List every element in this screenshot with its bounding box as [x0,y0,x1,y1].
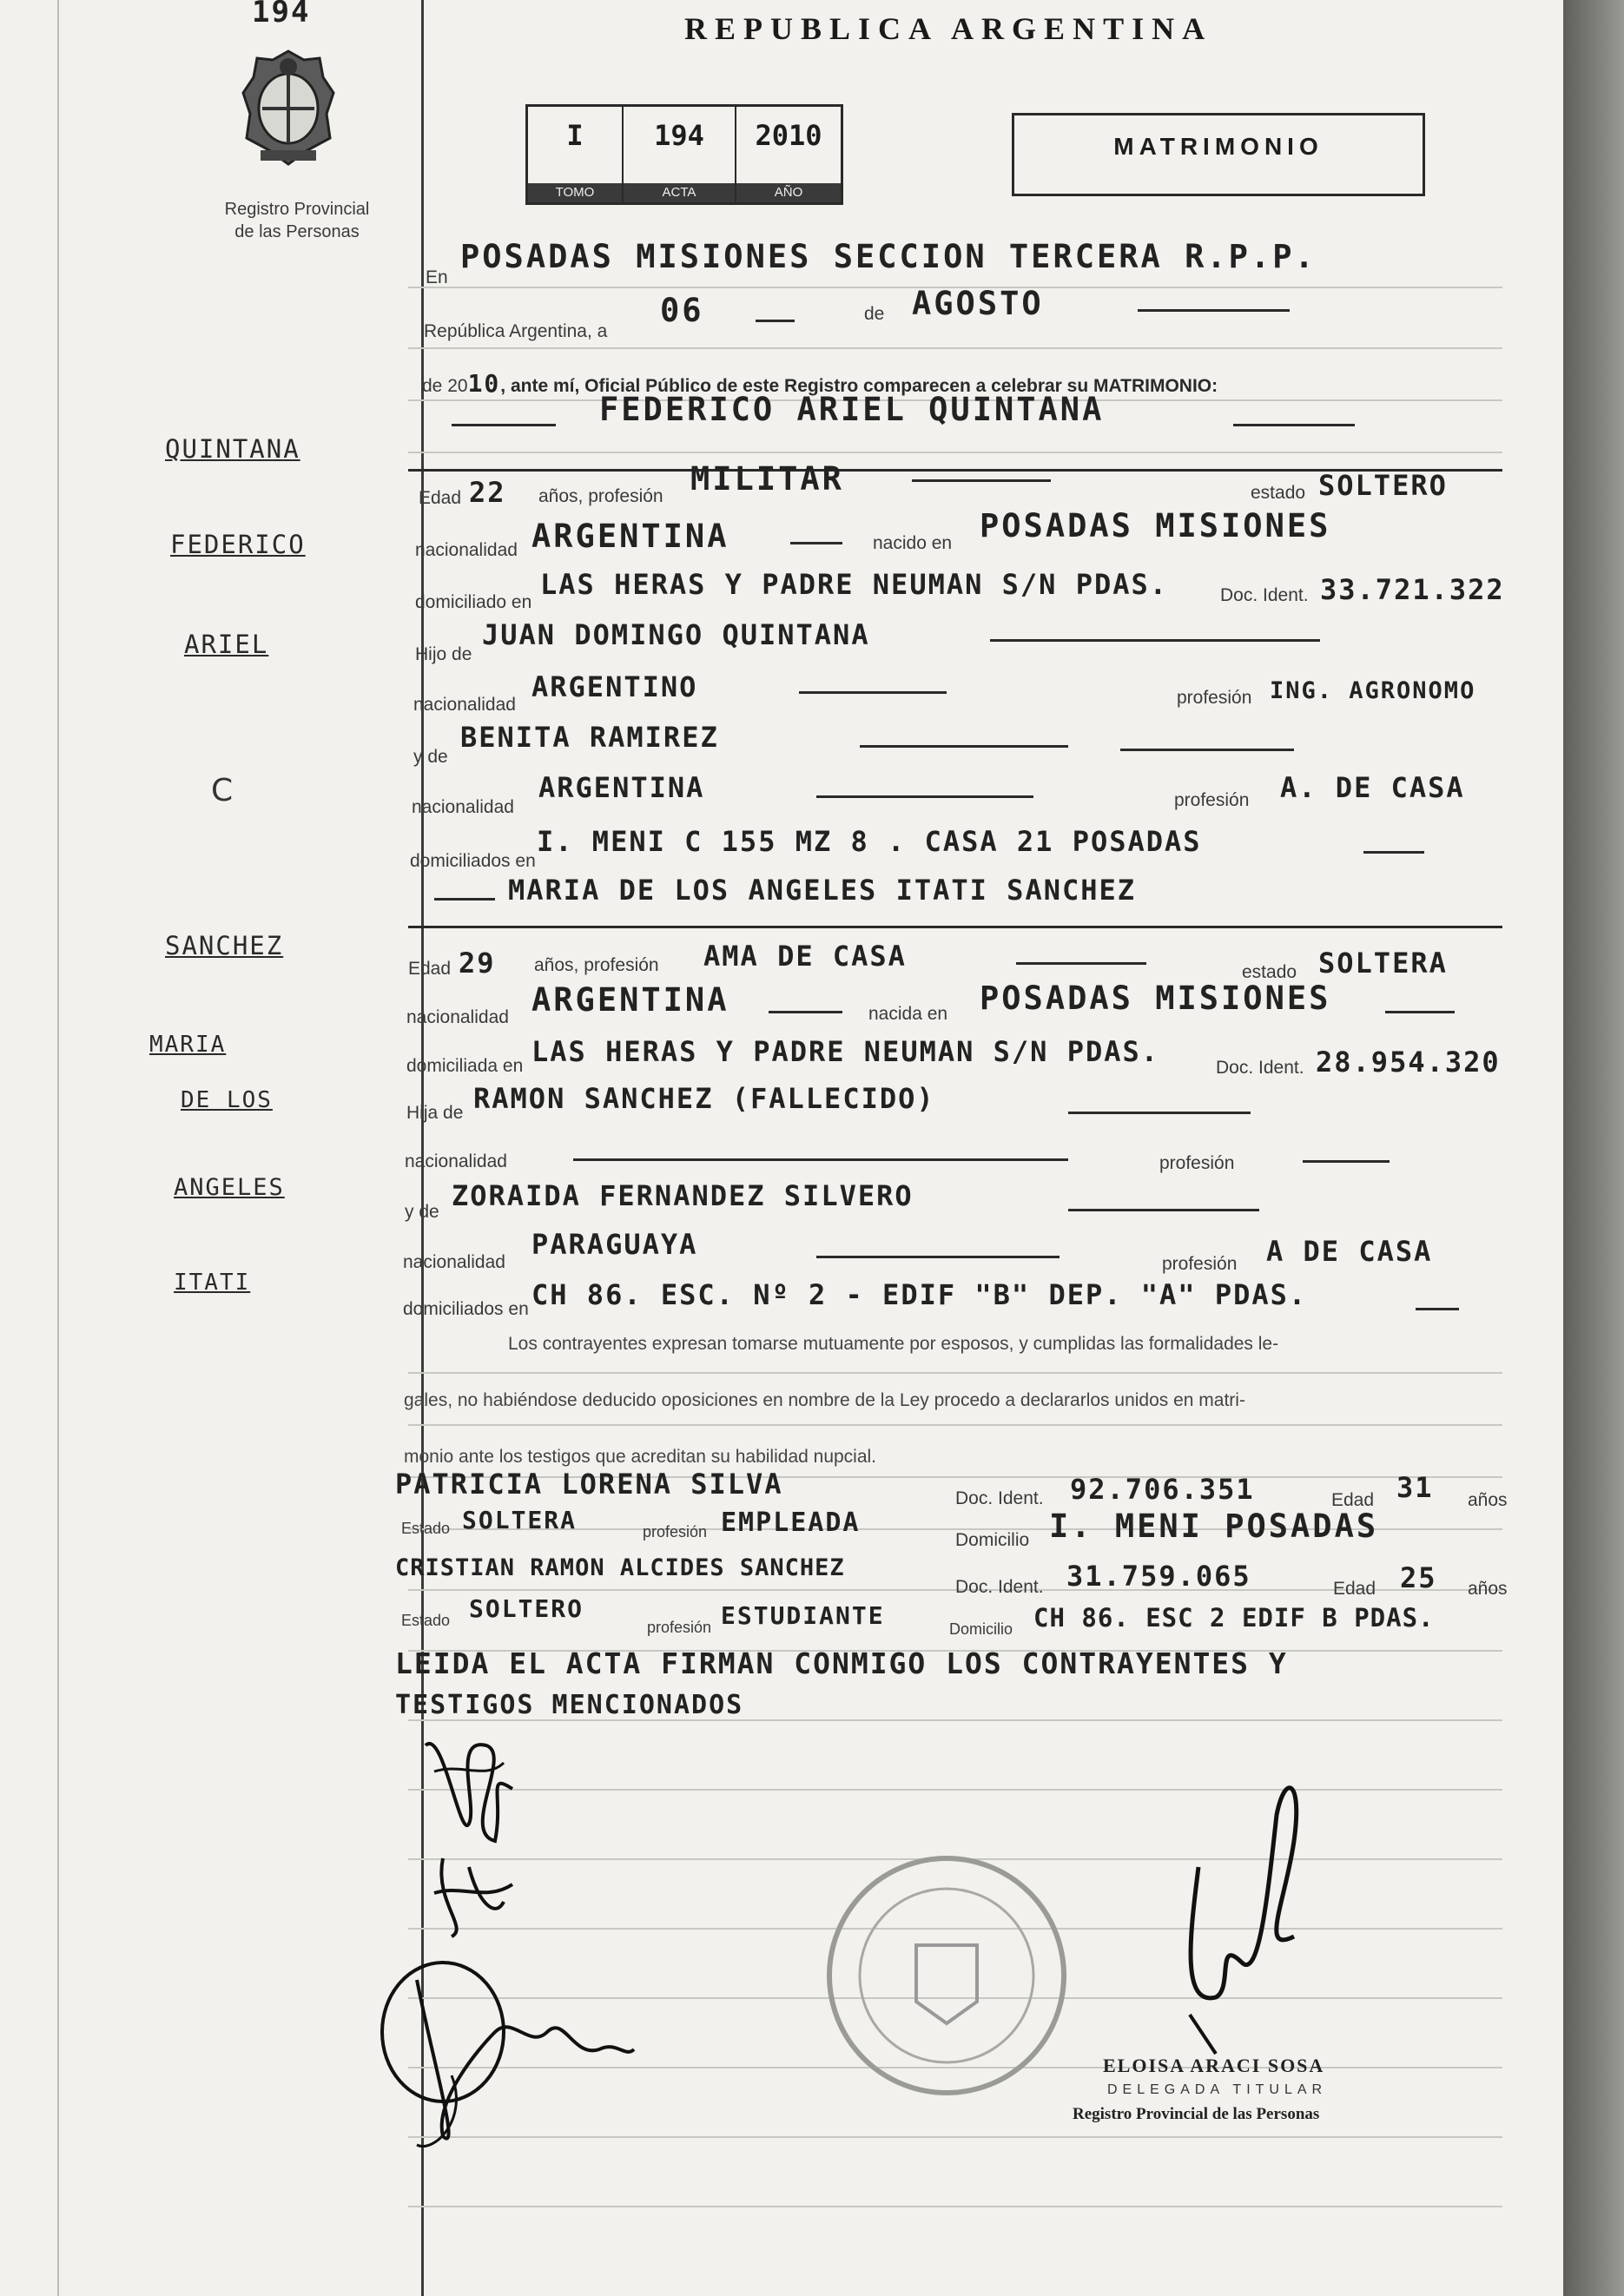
fill-dash [1138,309,1290,312]
groom-padre-prof-label: profesión [1177,688,1252,708]
fill-dash [1303,1160,1390,1163]
fill-dash [1120,749,1294,751]
en-label: En [426,267,448,287]
legal-line-1: Los contrayentes expresan tomarse mutuamente por esposos, y cumplidas las formalidades le- [508,1334,1279,1354]
acta-label: ACTA [624,183,735,202]
de-label: de [864,304,885,324]
binding-line [57,0,59,2296]
year-suffix: 10 [467,369,501,398]
margin-groom-second: ARIEL [184,630,269,659]
groom-nacido-label: nacido en [873,533,953,553]
fill-dash [434,898,495,901]
month-value: AGOSTO [912,285,1044,322]
witness-1-domicilio-label: Domicilio [955,1530,1030,1550]
tomo-acta-anio-box [525,104,843,205]
bride-padres-dom: CH 86. ESC. Nº 2 - EDIF "B" DEP. "A" PDAS. [531,1278,1308,1311]
anio-label: AÑO [736,183,841,202]
fill-dash [1068,1209,1259,1211]
witness-2-domicilio-label: Domicilio [949,1620,1013,1638]
groom-domicilio: LAS HERAS Y PADRE NEUMAN S/N PDAS. [540,568,1169,601]
official-seal-stamp [821,1850,1073,2101]
groom-hijo-label: Hijo de [415,644,472,664]
page-shadow-edge [1563,0,1624,2296]
anio-value: 2010 [755,119,822,152]
witness-1-profesion: EMPLEADA [721,1508,861,1538]
witness-1-estado-label: Estado [401,1520,451,1537]
witness-2-estado-label: Estado [401,1612,451,1629]
groom-madre-nac: ARGENTINA [538,771,705,804]
fill-dash [860,745,1068,748]
bride-doc-label: Doc. Ident. [1216,1058,1304,1078]
tomo-label: TOMO [528,183,622,202]
witness-1-edad: 31 [1396,1471,1434,1504]
witness-2-profesion-label: profesión [647,1619,712,1636]
ruled-line [408,2206,1502,2207]
witness-2-estado: SOLTERO [469,1594,584,1623]
groom-madre-prof: A. DE CASA [1280,771,1465,804]
groom-nacido: POSADAS MISIONES [980,507,1331,544]
fill-dash [1416,1308,1459,1310]
groom-padre-prof: ING. AGRONOMO [1270,677,1476,704]
bride-edad: 29 [459,947,496,980]
bride-madre-nac-label: nacionalidad [403,1252,505,1272]
fill-dash [1385,1011,1455,1013]
bride-nacionalidad-label: nacionalidad [406,1007,509,1027]
signature-bride [417,1850,538,1945]
bride-hija-label: Hija de [406,1103,464,1123]
bride-madre-prof-label: profesión [1162,1254,1238,1274]
fill-dash [452,424,556,426]
margin-groom-surname: QUINTANA [165,434,300,464]
bride-domicilio-label: domiciliada en [406,1056,524,1076]
bride-estado-label: estado [1242,962,1297,982]
acta-value: 194 [654,119,704,152]
place-value: POSADAS MISIONES SECCION TERCERA R.P.P. [460,238,1317,275]
witness-2-anos-label: años [1468,1579,1508,1599]
witness-1-estado: SOLTERA [462,1506,578,1534]
groom-estado: SOLTERO [1318,469,1448,502]
groom-padre: JUAN DOMINGO QUINTANA [482,618,870,651]
closing-line-2: TESTIGOS MENCIONADOS [395,1690,744,1720]
tomo-value: I [566,119,584,152]
witness-1-edad-label: Edad [1331,1490,1375,1510]
official-title: DELEGADA TITULAR [1107,2082,1328,2097]
bride-profesion-label: años, profesión [534,955,659,975]
fill-dash [790,542,842,544]
fill-dash [1233,424,1355,426]
witness-1-profesion-label: profesión [643,1523,708,1541]
bride-profesion: AMA DE CASA [703,940,907,973]
margin-bride-name2: DE LOS [181,1087,273,1113]
witness-2-name: CRISTIAN RAMON ALCIDES SANCHEZ [395,1554,845,1581]
bride-padres-dom-label: domiciliados en [403,1299,529,1319]
groom-edad: 22 [469,476,506,509]
day-value: 06 [660,292,704,329]
bride-padre-nac-label: nacionalidad [405,1151,507,1171]
bride-edad-label: Edad [408,959,452,979]
bride-doc: 28.954.320 [1316,1046,1501,1079]
republic-label: República Argentina, a [424,321,608,341]
fill-dash [816,795,1033,798]
act-type-box [1012,113,1425,196]
ruled-line [408,1789,1502,1791]
bride-padre: RAMON SANCHEZ (FALLECIDO) [473,1082,935,1115]
groom-full-name: FEDERICO ARIEL QUINTANA [599,391,1105,428]
tomo-cell [528,107,624,202]
bride-madre-prof: A DE CASA [1266,1235,1433,1268]
act-type-label: MATRIMONIO [1113,133,1324,160]
bride-yde-label: y de [405,1202,439,1222]
groom-nacionalidad: ARGENTINA [531,518,729,555]
margin-bride-name3: ANGELES [174,1174,285,1201]
bride-domicilio: LAS HERAS Y PADRE NEUMAN S/N PDAS. [531,1035,1160,1068]
fill-dash [1068,1112,1251,1114]
witness-1-doc-label: Doc. Ident. [955,1488,1044,1508]
groom-estado-label: estado [1251,483,1306,503]
fill-dash [816,1256,1060,1258]
coat-of-arms-logo [236,48,340,169]
bride-estado: SOLTERA [1318,947,1448,980]
registry-name-line2: de las Personas [234,222,360,241]
groom-profesion-label: años, profesión [538,486,663,506]
fill-dash [799,691,947,694]
year-prefix: de 20 [422,376,468,396]
groom-padres-dom: I. MENI C 155 MZ 8 . CASA 21 POSADAS [537,825,1202,858]
fill-dash [1016,962,1146,965]
bride-madre: ZORAIDA FERNANDEZ SILVERO [452,1179,914,1212]
witness-2-domicilio: CH 86. ESC 2 EDIF B PDAS. [1033,1603,1435,1633]
ruled-line [408,347,1502,349]
groom-nacionalidad-label: nacionalidad [415,540,518,560]
anio-cell [736,107,841,202]
witness-1-domicilio: I. MENI POSADAS [1049,1508,1379,1545]
official-office: Registro Provincial de las Personas [1073,2105,1320,2123]
groom-padre-nac-label: nacionalidad [413,695,516,715]
witness-1-doc: 92.706.351 [1070,1473,1255,1506]
fill-dash [990,639,1320,642]
margin-bride-name4: ITATI [174,1270,251,1296]
groom-padre-nac: ARGENTINO [531,670,698,703]
groom-madre-prof-label: profesión [1174,790,1250,810]
witness-2-edad-label: Edad [1333,1579,1376,1599]
groom-madre-nac-label: nacionalidad [412,797,514,817]
acta-cell [624,107,736,202]
closing-line-1: LEIDA EL ACTA FIRMAN CONMIGO LOS CONTRAYENTES Y [395,1646,1288,1680]
groom-padres-dom-label: domiciliados en [410,851,536,871]
margin-bride-surname: SANCHEZ [165,931,284,960]
bride-nacida-label: nacida en [868,1004,948,1024]
fill-dash [756,320,795,322]
groom-edad-label: Edad [419,488,462,508]
witness-2-doc-label: Doc. Ident. [955,1577,1044,1597]
groom-domicilio-label: domiciliado en [415,592,532,612]
signature-groom [408,1719,538,1850]
registry-name-line1: Registro Provincial [224,200,370,219]
margin-groom-first: FEDERICO [170,530,306,559]
groom-doc-label: Doc. Ident. [1220,585,1309,605]
bride-nacionalidad: ARGENTINA [531,981,729,1019]
witness-2-edad: 25 [1400,1561,1437,1594]
witness-1-name: PATRICIA LORENA SILVA [395,1468,783,1501]
witness-2-profesion: ESTUDIANTE [721,1601,885,1630]
groom-doc: 33.721.322 [1320,573,1505,606]
official-name: ELOISA ARACI SOSA [1103,2055,1325,2076]
bride-madre-nac: PARAGUAYA [531,1228,698,1261]
legal-line-2: gales, no habiéndose deducido oposiciones en nombre de la Ley procedo a declararlos unidos en matri- [404,1390,1245,1410]
groom-profesion: MILITAR [690,460,844,498]
page-number: 194 [252,0,311,30]
fill-dash [1363,851,1424,854]
margin-bride-name1: MARIA [149,1032,227,1058]
legal-line-3: monio ante los testigos que acreditan su habilidad nupcial. [404,1447,877,1467]
fill-dash [912,479,1051,482]
fill-dash [573,1158,1068,1161]
bride-nacida: POSADAS MISIONES [980,980,1331,1017]
bride-section-divider [408,926,1502,928]
groom-madre: BENITA RAMIREZ [460,721,719,754]
witness-2-doc: 31.759.065 [1066,1560,1251,1593]
bride-padre-prof-label: profesión [1159,1153,1235,1173]
declaration-text: , ante mí, Oficial Público de este Registro comparecen a celebrar su MATRIMONIO: [500,376,1218,396]
bride-full-name: MARIA DE LOS ANGELES ITATI SANCHEZ [508,874,1137,907]
ruled-line [408,452,1502,453]
fill-dash [769,1011,842,1013]
margin-connector: C [211,773,234,808]
country-title: REPUBLICA ARGENTINA [684,11,1213,46]
groom-yde-label: y de [413,747,448,767]
witness-1-anos-label: años [1468,1490,1508,1510]
signature-witnesses [365,1945,643,2162]
signature-official [1164,1763,1337,2058]
